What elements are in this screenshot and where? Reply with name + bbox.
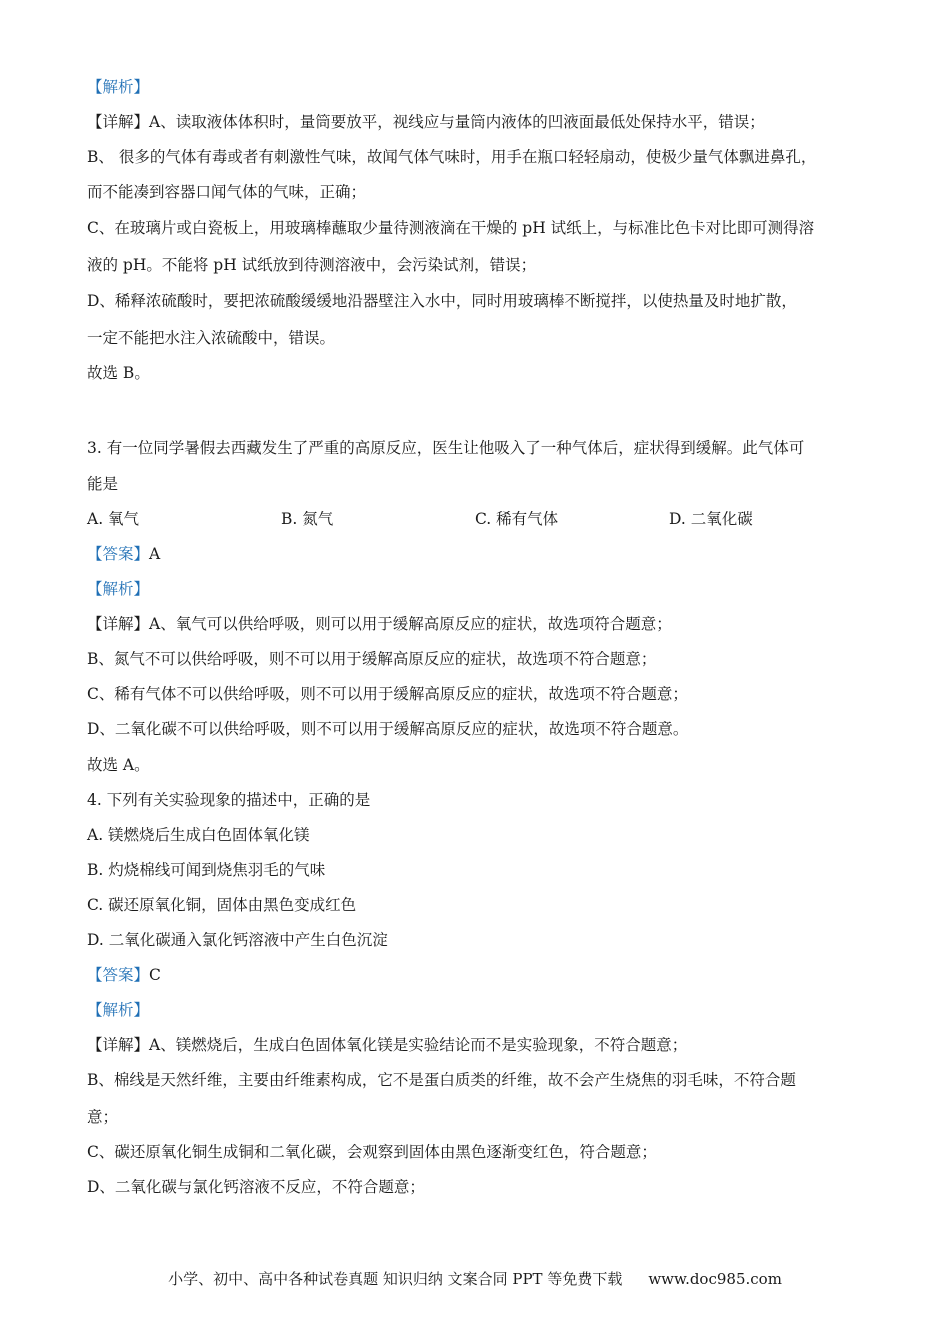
question-stem: 4. 下列有关实验现象的描述中，正确的是 <box>87 791 371 809</box>
option-a: A. 镁燃烧后生成白色固体氧化镁 <box>87 826 310 844</box>
answer-tag: 【答案】 <box>87 545 150 563</box>
analysis-tag: 【解析】 <box>87 1001 150 1019</box>
detail-line: 液的 pH。不能将 pH 试纸放到待测溶液中，会污染试剂，错误； <box>87 256 537 274</box>
conclusion: 故选 A。 <box>87 756 150 774</box>
option-d: D. 二氧化碳 <box>669 510 753 528</box>
detail-line: B、棉线是天然纤维，主要由纤维素构成，它不是蛋白质类的纤维，故不会产生烧焦的羽毛味，不符合题 <box>87 1071 796 1089</box>
option-b: B. 氮气 <box>281 510 334 528</box>
detail-line: 而不能凑到容器口闻气体的气味，正确； <box>87 183 367 201</box>
detail-line: C、碳还原氧化铜生成铜和二氧化碳，会观察到固体由黑色逐渐变红色，符合题意； <box>87 1143 657 1161</box>
detail-line: B、氮气不可以供给呼吸，则不可以用于缓解高原反应的症状，故选项不符合题意； <box>87 650 657 668</box>
answer-tag: 【答案】 <box>87 966 150 984</box>
question-stem: 3. 有一位同学暑假去西藏发生了严重的高原反应，医生让他吸入了一种气体后，症状得到缓解。此气体可 <box>87 439 805 457</box>
footer-text: 小学、初中、高中各种试卷真题 知识归纳 文案合同 PPT 等免费下载 <box>168 1270 623 1288</box>
detail-tag: 【详解】 <box>87 1036 150 1054</box>
option-b: B. 灼烧棉线可闻到烧焦羽毛的气味 <box>87 861 326 879</box>
question-stem: 能是 <box>87 475 119 493</box>
option-c: C. 碳还原氧化铜，固体由黑色变成红色 <box>87 896 357 914</box>
detail-line: B、 很多的气体有毒或者有刺激性气味，故闻气体气味时，用手在瓶口轻轻扇动，使极少量气体飘进鼻孔， <box>87 148 817 166</box>
detail-line: D、二氧化碳不可以供给呼吸，则不可以用于缓解高原反应的症状，故选项不符合题意。 <box>87 720 689 738</box>
answer-line <box>87 543 160 565</box>
detail-line: C、稀有气体不可以供给呼吸，则不可以用于缓解高原反应的症状，故选项不符合题意； <box>87 685 688 703</box>
analysis-tag: 【解析】 <box>87 78 150 96</box>
detail-tag: 【详解】 <box>87 615 150 633</box>
conclusion: 故选 B。 <box>87 364 150 382</box>
page-footer <box>0 1268 950 1289</box>
answer-value: A <box>149 545 161 563</box>
detail-line: 意； <box>87 1108 119 1126</box>
option-a: A. 氧气 <box>87 510 140 528</box>
answer-value: C <box>149 966 161 984</box>
analysis-tag: 【解析】 <box>87 580 150 598</box>
detail-line: C、在玻璃片或白瓷板上，用玻璃棒蘸取少量待测液滴在干燥的 pH 试纸上，与标准比色卡对比即可测得溶 <box>87 219 815 237</box>
answer-line <box>87 964 161 986</box>
detail-line: 【详解】A、氧气可以供给呼吸，则可以用于缓解高原反应的症状，故选项符合题意； <box>87 615 672 633</box>
option-c: C. 稀有气体 <box>475 510 559 528</box>
detail-line: 一定不能把水注入浓硫酸中，错误。 <box>87 329 336 347</box>
detail-tag: 【详解】 <box>87 113 150 131</box>
detail-line: 【详解】A、镁燃烧后，生成白色固体氧化镁是实验结论而不是实验现象，不符合题意； <box>87 1036 688 1054</box>
option-d: D. 二氧化碳通入氯化钙溶液中产生白色沉淀 <box>87 931 388 949</box>
options-row <box>87 508 887 530</box>
detail-line: D、稀释浓硫酸时，要把浓硫酸缓缓地沿器壁注入水中，同时用玻璃棒不断搅拌，以使热量及时地扩散， <box>87 292 797 310</box>
detail-line: 【详解】A、读取液体体积时，量筒要放平，视线应与量筒内液体的凹液面最低处保持水平，错误； <box>87 113 765 131</box>
detail-line: D、二氧化碳与氯化钙溶液不反应，不符合题意； <box>87 1178 425 1196</box>
footer-site-link[interactable]: www.doc985.com <box>648 1270 782 1288</box>
